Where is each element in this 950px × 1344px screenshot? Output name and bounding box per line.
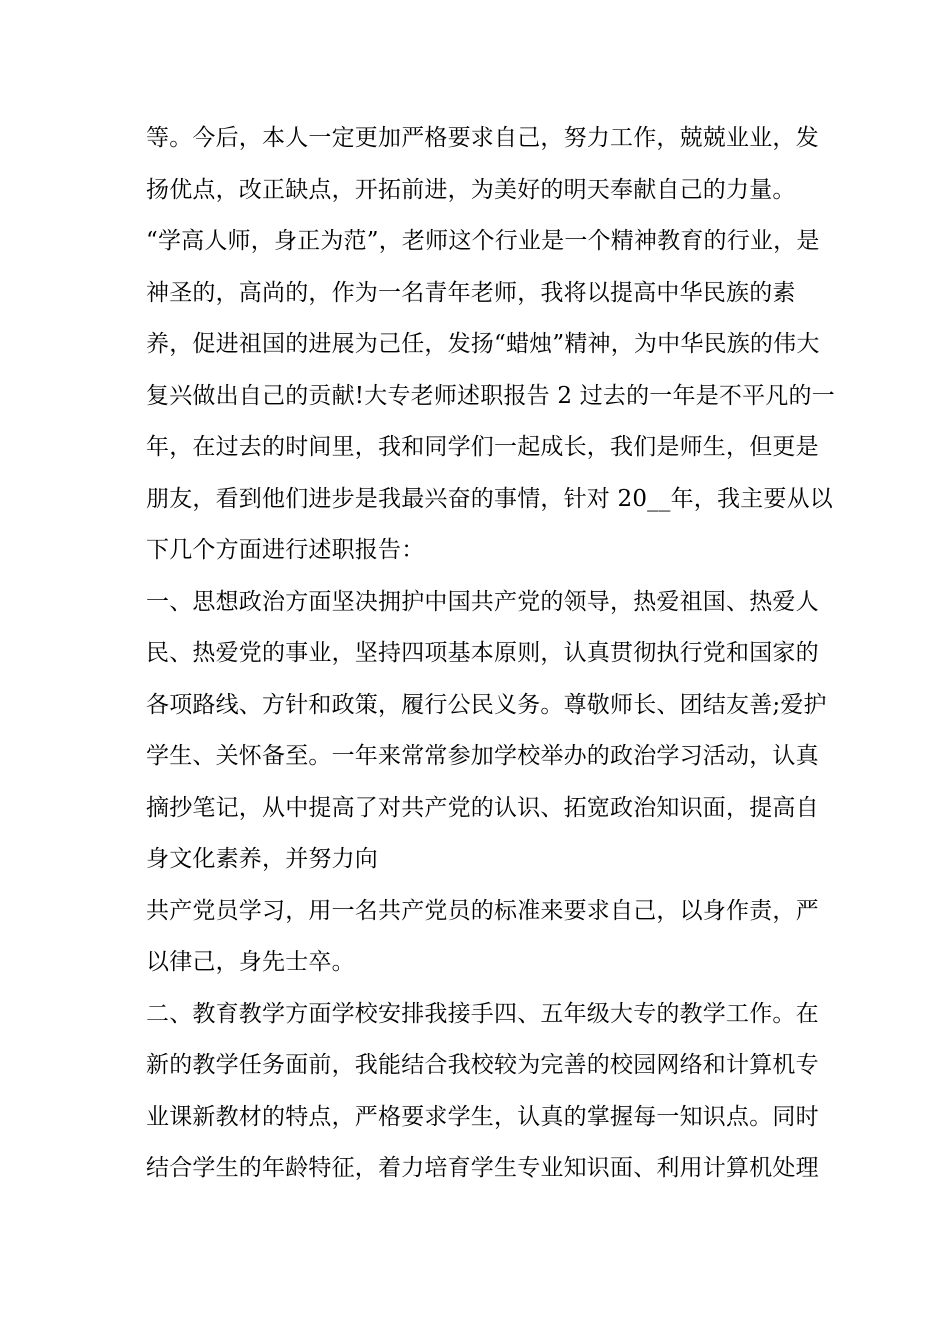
text-line: 下几个方面进行述职报告： [146,537,425,563]
text-line: 各项路线、方针和政策，履行公民义务。尊敬师长、团结友善;爱护 [146,692,827,718]
text-line: 扬优点，改正缺点，开拓前进，为美好的明天奉献自己的力量。 [146,177,796,203]
text-line: 养，促进祖国的进展为己任，发扬“蜡烛”精神，为中华民族的伟大 [146,331,820,357]
text-line: 年，在过去的时间里，我和同学们一起成长，我们是师生，但更是 [146,434,819,460]
text-line: 学生、关怀备至。一年来常常参加学校举办的政治学习活动，认真 [146,743,819,769]
text-line: 共产党员学习，用一名共产党员的标准来要求自己，以身作责，严 [146,898,819,924]
text-line: 朋友，看到他们进步是我最兴奋的事情，针对 20__年，我主要从以 [146,486,833,512]
text-line: 等。今后，本人一定更加严格要求自己，努力工作，兢兢业业，发 [146,125,819,151]
text-line: 复兴做出自己的贡献!大专老师述职报告 2 过去的一年是不平凡的一 [146,383,835,409]
text-line: 业课新教材的特点，严格要求学生，认真的掌握每一知识点。同时 [146,1104,819,1130]
text-line: 神圣的，高尚的，作为一名青年老师，我将以提高中华民族的素 [146,280,796,306]
text-line: 二、教育教学方面学校安排我接手四、五年级大专的教学工作。在 [146,1001,819,1027]
text-line: 身文化素养，并努力向 [146,846,378,872]
text-line: 一、思想政治方面坚决拥护中国共产党的领导，热爱祖国、热爱人 [146,589,819,615]
text-line: 摘抄笔记，从中提高了对共产党的认识、拓宽政治知识面，提高自 [146,795,819,821]
text-line: 民、热爱党的事业，坚持四项基本原则，认真贯彻执行党和国家的 [146,640,819,666]
text-line: “学高人师，身正为范”，老师这个行业是一个精神教育的行业，是 [146,228,820,254]
text-line: 结合学生的年龄特征，着力培育学生专业知识面、利用计算机处理 [146,1155,819,1181]
text-line: 以律己，身先士卒。 [146,949,355,975]
text-line: 新的教学任务面前，我能结合我校较为完善的校园网络和计算机专 [146,1052,819,1078]
